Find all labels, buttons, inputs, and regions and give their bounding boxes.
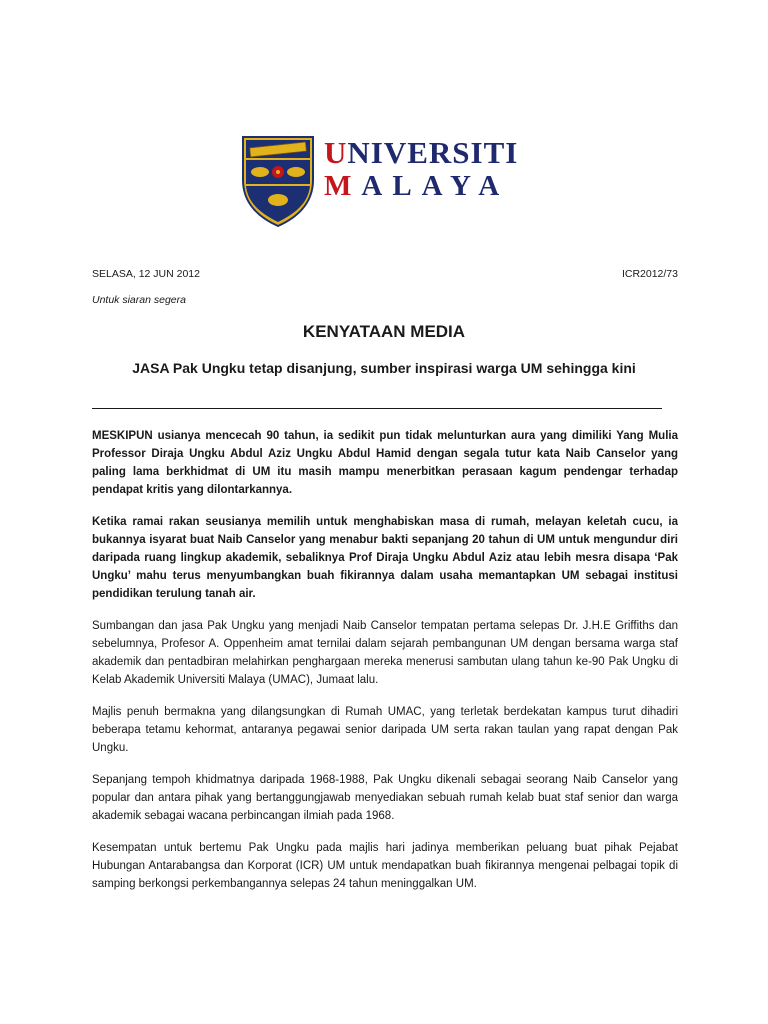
paragraph: Sepanjang tempoh khidmatnya daripada 1968-1988, Pak Ungku dikenali sebagai seorang Naib Canselor yang popular dan antara pihak yang bertanggungjawab menyediakan sebuah rumah kelab buat staf senior dan warga akademik sebagai wacana perbincangan ilmiah pada 1968.: [92, 774, 678, 822]
embargo-note: Untuk siaran segera: [92, 294, 186, 306]
university-wordmark: [324, 136, 518, 202]
wordmark-line1: UNIVERSITI: [324, 135, 519, 170]
paragraph: Kesempatan untuk bertemu Pak Ungku pada majlis hari jadinya memberikan peluang buat pihak Pejabat Hubungan Antarabangsa dan Korporat (ICR) UM untuk mendapatkan buah fikirannya mengenai pelbagai topik di samping berkongsi perkembangannya selepas 24 tahun meninggalkan UM.: [92, 842, 678, 890]
paragraph: Majlis penuh bermakna yang dilangsungkan di Rumah UMAC, yang terletak berdekatan kampus turut dihadiri beberapa tetamu kehormat, antaranya pegawai senior daripada UM serta rakan taulan yang rapat dengan Pak Ungku.: [92, 706, 678, 754]
document-title: KENYATAAN MEDIA: [302, 322, 466, 341]
university-crest-icon: [240, 134, 316, 228]
university-logo: [240, 134, 540, 230]
paragraph: Sumbangan dan jasa Pak Ungku yang menjadi Naib Canselor tempatan pertama selepas Dr. J.H.E Griffiths dan sebelumnya, Profesor A. Oppenheim amat ternilai dalam sejarah pembangunan UM dengan bersama warga staf akademik dan pentadbiran melahirkan penghargaan mereka menerusi sambutan ulang tahun ke-90 Pak Ungku di Kelab Akademik Universiti Malaya (UMAC), Jumaat lalu.: [92, 620, 678, 686]
headline: JASA Pak Ungku tetap disanjung, sumber inspirasi warga UM sehingga kini: [132, 360, 636, 376]
article-body: [92, 427, 678, 907]
release-date: SELASA, 12 JUN 2012: [92, 268, 200, 280]
wordmark-line2: MALAYA: [324, 170, 510, 202]
divider-line: [92, 408, 662, 409]
paragraph: MESKIPUN usianya mencecah 90 tahun, ia sedikit pun tidak melunturkan aura yang dimiliki Yang Mulia Professor Diraja Ungku Abdul Aziz Ungku Abdul Hamid dengan segala tutur kata Naib Canselor yang paling lama berkhidmat di UM itu masih mampu menerbitkan perasaan kagum pendengar terhadap pendapat kritis yang dilontarkannya.: [92, 430, 678, 496]
paragraph: Ketika ramai rakan seusianya memilih untuk menghabiskan masa di rumah, melayan keletah cucu, ia bukannya isyarat buat Naib Canselor yang menabur bakti sepanjang 20 tahun di UM untuk mengundur diri daripada ruang lingkup akademik, sebaliknya Prof Diraja Ungku Abdul Aziz atau lebih mesra disapa ‘Pak Ungku’ mahu terus menyumbangkan buah fikirannya dalam usaha memantapkan UM sebagai institusi pendidikan terulung tanah air.: [92, 516, 678, 600]
reference-number: ICR2012/73: [621, 268, 678, 280]
